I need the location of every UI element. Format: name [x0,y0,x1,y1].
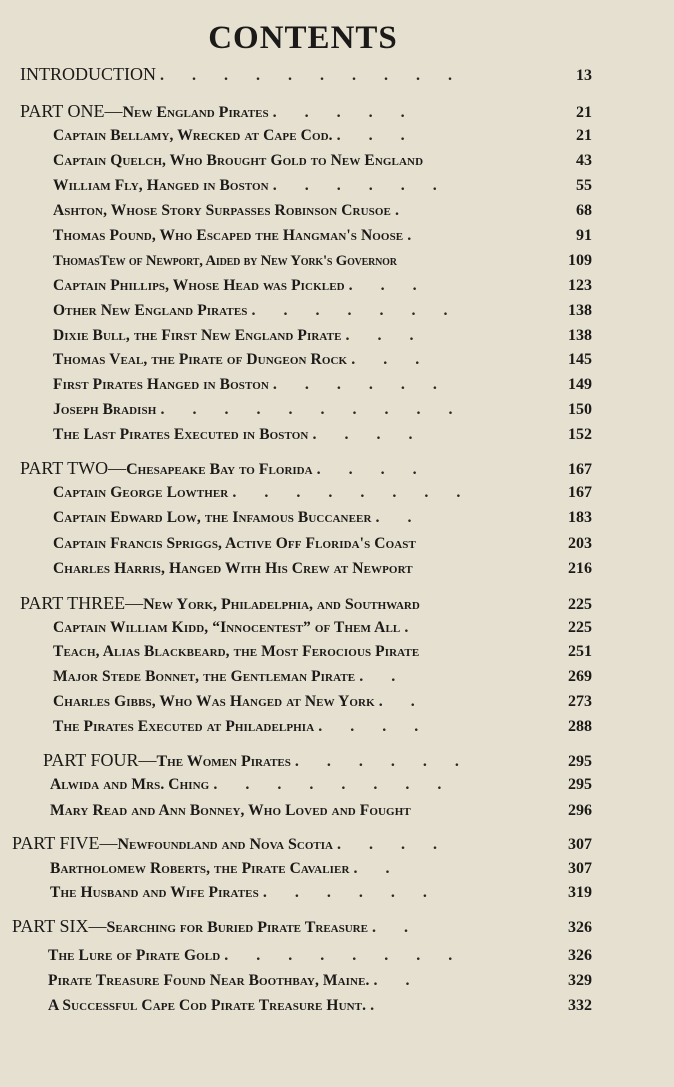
dot-leader: . . . . . . . . [224,947,465,964]
dot-leader: . [394,202,411,219]
part-title: New England Pirates [122,104,269,121]
part-prefix: PART FIVE— [12,833,118,853]
toc-entry[interactable] [53,124,592,148]
dot-leader: . . . . [316,461,429,478]
dot-leader: . . [378,693,427,710]
dot-leader: . . [375,509,424,526]
entry-title: Joseph Bradish [53,401,157,418]
dot-leader: . . . . [318,718,431,735]
toc-part[interactable] [12,831,592,855]
page-number: 21 [576,127,592,144]
entry-title: Captain Edward Low, the Infamous Buccaneer [53,509,372,526]
entry-title: Other New England Pirates [53,302,248,319]
entry-title: Captain Francis Spriggs, Active Off Florida's Coast [53,535,416,552]
entry-title: Major Stede Bonnet, the Gentleman Pirate [53,668,356,685]
dot-leader: . . . . [337,836,449,853]
page-number: 145 [568,351,592,368]
dot-leader: . . . [348,277,429,294]
toc-entry[interactable] [53,224,592,248]
entry-title: Bartholomew Roberts, the Pirate Cavalier [50,860,350,877]
toc-entry[interactable] [53,348,592,372]
entry-title: A Successful Cape Cod Pirate Treasure Hunt. [48,997,367,1014]
page-number: 295 [568,776,592,793]
toc-entry[interactable] [53,640,592,664]
dot-leader: . . . [345,327,426,344]
entry-title: The Husband and Wife Pirates [50,884,259,901]
entry-title: William Fly, Hanged in Boston [53,177,269,194]
page-number: 269 [568,668,592,685]
toc-entry[interactable] [53,423,592,447]
dot-leader: . . . . . . [272,376,449,393]
dot-leader: . . . . . [272,104,417,121]
toc-entry[interactable] [48,969,592,993]
toc-entry[interactable] [53,274,592,298]
page-number: 138 [568,327,592,344]
page-number: 296 [568,802,592,819]
dot-leader: . [404,619,421,636]
page-number: 326 [568,947,592,964]
entry-title: Ashton, Whose Story Surpasses Robinson Crusoe [53,202,391,219]
page-number: 150 [568,401,592,418]
toc-entry[interactable] [50,857,592,881]
toc-entry[interactable] [53,665,592,689]
page-number: 216 [568,560,592,577]
dot-leader: . . . . . . [262,884,439,901]
page-number: 225 [568,596,592,613]
page-number: 332 [568,997,592,1014]
dot-leader: . . . . . . . . [232,484,473,501]
page-number: 273 [568,693,592,710]
page-number: 307 [568,860,592,877]
page-number: 319 [568,884,592,901]
dot-leader: . . . . . . . . . . [159,67,464,84]
toc-entry[interactable] [53,174,592,198]
entry-title: Thomas Pound, Who Escaped the Hangman's Noose [53,227,404,244]
page-number: 13 [576,67,592,84]
page-number: 91 [576,227,592,244]
page-number: 329 [568,972,592,989]
toc-part[interactable] [20,99,592,123]
entry-title: Charles Harris, Hanged With His Crew at Newport [53,560,413,577]
entry-title: Alwida and Mrs. Ching [50,776,210,793]
part-prefix: PART SIX— [12,916,107,936]
dot-leader: . . . . . . . [251,302,460,319]
entry-title: Captain Bellamy, Wrecked at Cape Cod. [53,127,333,144]
entry-title: Teach, Alias Blackbeard, the Most Ferocious Pirate [53,643,420,660]
part-prefix: PART TWO— [20,458,127,478]
dot-leader: . . . . . . [294,753,471,770]
part-prefix: PART FOUR— [43,750,157,770]
page-number: 138 [568,302,592,319]
page-number: 109 [568,252,592,269]
entry-title: Captain Quelch, Who Brought Gold to New England [53,152,424,169]
page-number: 152 [568,426,592,443]
dot-leader: . . [373,972,422,989]
page-title: CONTENTS [208,20,398,56]
entry-title: Captain William Kidd, “Innocentest” of Them All [53,619,401,636]
page-number: 225 [568,619,592,636]
page-number: 43 [576,152,592,169]
dot-leader: . . . . . . . . [213,776,454,793]
toc-part[interactable] [12,914,592,938]
dot-leader: . . [371,919,420,936]
part-prefix: PART ONE— [20,101,123,121]
dot-leader: . [407,227,424,244]
part-title: Chesapeake Bay to Florida [126,461,313,478]
toc-label: INTRODUCTION [20,64,156,84]
part-title: Newfoundland and Nova Scotia [117,836,333,853]
page-number: 123 [568,277,592,294]
toc-entry[interactable] [48,994,592,1018]
entry-title: Captain George Lowther [53,484,229,501]
entry-title: Pirate Treasure Found Near Boothbay, Maine. [48,972,370,989]
entry-title: First Pirates Hanged in Boston [53,376,269,393]
toc-entry[interactable] [50,799,592,823]
dot-leader: . . . . . . . . . . [160,401,465,418]
toc-part[interactable] [20,456,592,480]
part-title: Searching for Buried Pirate Treasure [106,919,368,936]
entry-title: Captain Phillips, Whose Head was Pickled [53,277,345,294]
toc-entry[interactable] [53,481,592,505]
toc-entry[interactable] [53,373,592,397]
page-number: 183 [568,509,592,526]
toc-entry[interactable] [50,881,592,905]
entry-title: Thomas Veal, the Pirate of Dungeon Rock [53,351,348,368]
toc-entry[interactable] [53,616,592,640]
toc-entry[interactable] [53,249,592,273]
dot-leader: . . [353,860,402,877]
part-prefix: PART THREE— [20,593,144,613]
page-number: 288 [568,718,592,735]
toc-entry[interactable] [53,299,592,323]
entry-title: The Pirates Executed at Philadelphia [53,718,315,735]
entry-title: ThomasTew of Newport, Aided by New York's Governor [53,253,397,269]
page-number: 295 [568,753,592,770]
entry-title: Dixie Bull, the First New England Pirate [53,327,342,344]
page-number: 307 [568,836,592,853]
toc-part[interactable] [20,591,592,615]
toc-entry[interactable] [50,773,592,797]
entry-title: Charles Gibbs, Who Was Hanged at New York [53,693,375,710]
page-number: 55 [576,177,592,194]
toc-entry[interactable] [53,149,592,173]
dot-leader: . . . [336,127,417,144]
dot-leader: . . [359,668,408,685]
page-number: 167 [568,484,592,501]
dot-leader: . . . . . . [272,177,449,194]
entry-title: The Lure of Pirate Gold [48,947,221,964]
entry-title: The Last Pirates Executed in Boston [53,426,309,443]
page-number: 326 [568,919,592,936]
page-number: 21 [576,104,592,121]
toc-entry[interactable] [53,199,592,223]
toc-entry[interactable] [53,690,592,714]
page-number: 68 [576,202,592,219]
toc-entry[interactable] [53,398,592,422]
dot-leader: . [370,997,387,1014]
toc-introduction[interactable] [20,62,592,86]
toc-entry[interactable] [53,506,592,530]
page-number: 203 [568,535,592,552]
page-number: 251 [568,643,592,660]
entry-title: Mary Read and Ann Bonney, Who Loved and Fought [50,802,411,819]
part-title: The Women Pirates [156,753,291,770]
toc-entry[interactable] [48,944,592,968]
toc-part[interactable] [43,748,592,772]
page-number: 149 [568,376,592,393]
dot-leader: . . . . [312,426,425,443]
part-title: New York, Philadelphia, and Southward [143,596,420,613]
toc-entry[interactable] [53,715,592,739]
toc-entry[interactable] [53,532,592,556]
page-number: 167 [568,461,592,478]
toc-entry[interactable] [53,324,592,348]
toc-entry[interactable] [53,557,592,581]
dot-leader: . . . [351,351,432,368]
